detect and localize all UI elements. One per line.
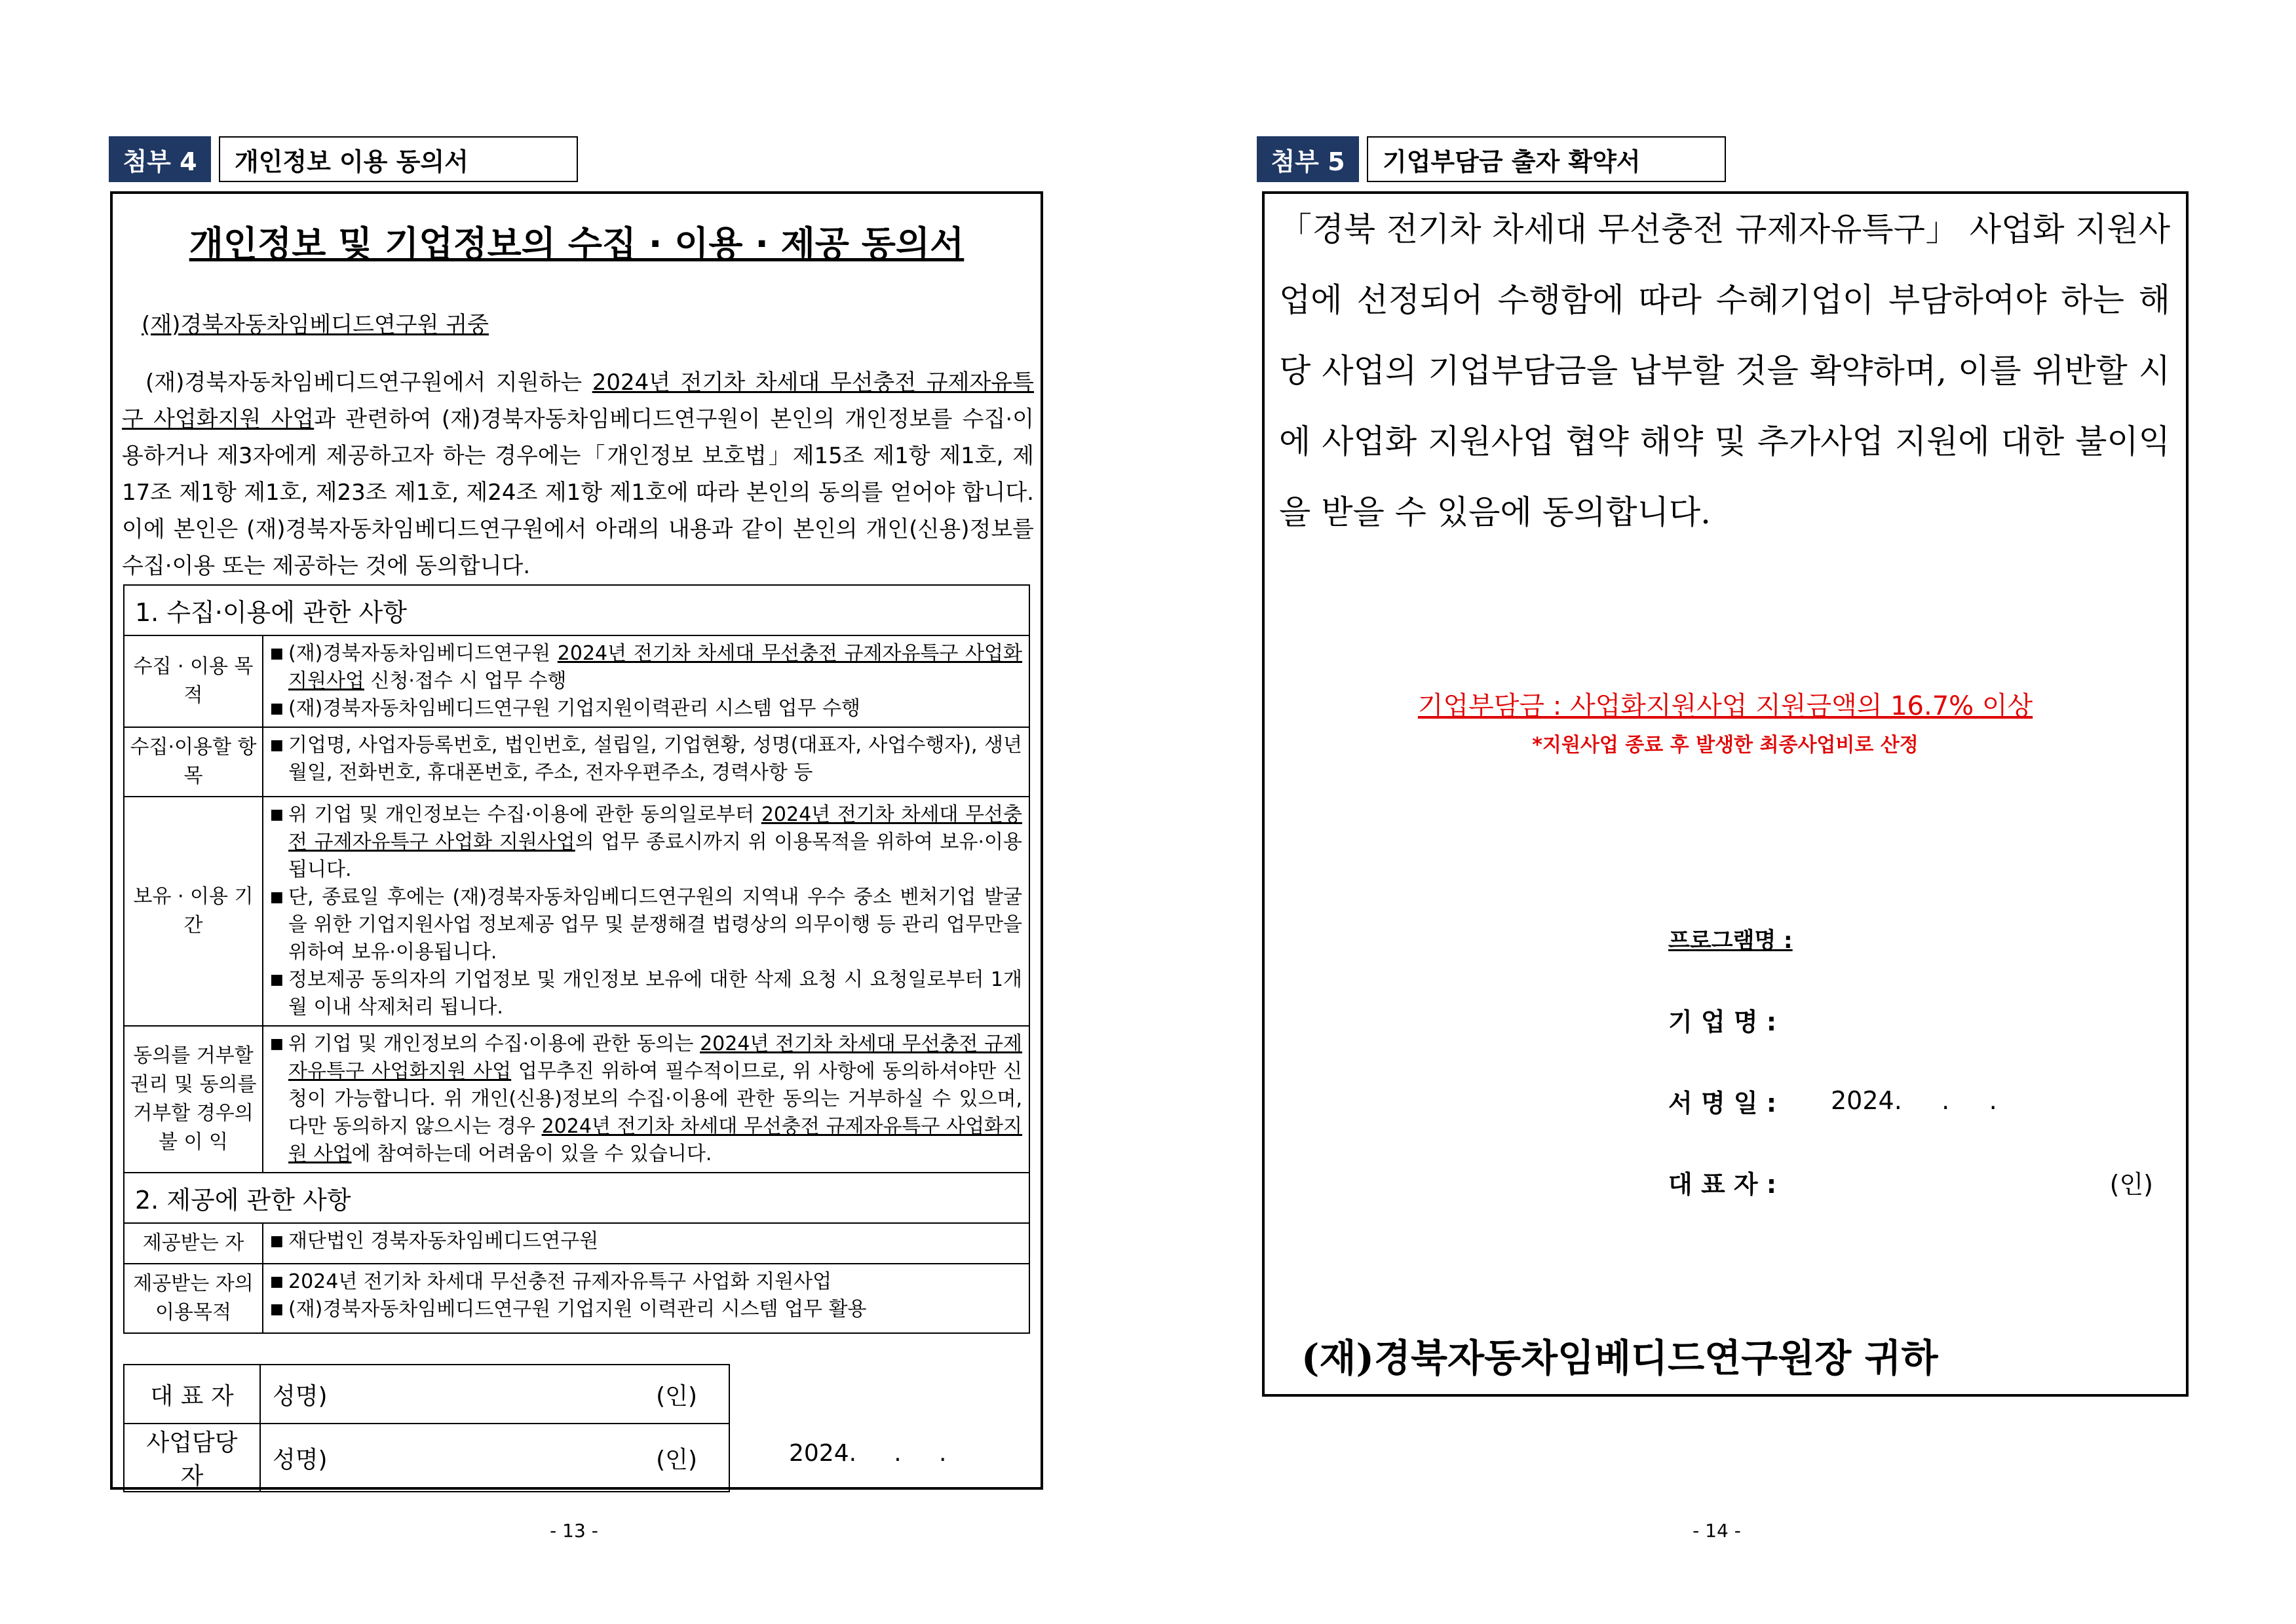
label-items: 수집·이용할 항목 (124, 727, 263, 797)
attachment-tag-5: 첨부 5 (1257, 136, 1359, 182)
row-refuse (124, 1026, 1029, 1173)
rep-signature-field[interactable] (260, 1365, 729, 1424)
label-recipient-purpose: 제공받는 자의 이용목적 (124, 1264, 263, 1333)
program-field[interactable] (1668, 918, 2153, 958)
label-period: 보유 · 이용 기간 (124, 797, 263, 1026)
consent-doc-title: 개인정보 및 기업정보의 수집 · 이용 · 제공 동의서 (189, 223, 965, 265)
bullet-item: ■ (재)경북자동차임베디드연구원 기업지원 이력관리 시스템 업무 활용 (270, 1298, 867, 1321)
attachment-tag-4: 첨부 4 (109, 136, 211, 182)
rep-field[interactable] (1668, 1162, 2153, 1201)
manager-label: 사업담당자 (124, 1424, 260, 1492)
row-purpose (124, 635, 1029, 727)
bullet-item: ■ 기업명, 사업자등록번호, 법인번호, 설립일, 기업현황, 성명(대표자, 사업수행자), 생년월일, 전화번호, 휴대폰번호, 주소, 전자우편주소, 경력사항 등 (270, 734, 1022, 784)
rep-label: 대 표 자 (124, 1365, 260, 1424)
section-title-pledge: 기업부담금 출자 확약서 (1367, 136, 1726, 182)
sign-date-value: 2024. . . (1831, 1086, 1997, 1115)
rep-seal: (인) (656, 1382, 697, 1410)
section-title-consent: 개인정보 이용 동의서 (219, 136, 578, 182)
consent-table (123, 584, 1030, 1334)
label-recipient: 제공받는 자 (124, 1223, 263, 1264)
pledge-rep-seal: (인) (2109, 1169, 2153, 1199)
label-purpose: 수집 · 이용 목적 (124, 635, 263, 727)
pledge-body-text: 「경북 전기차 차세대 무선충전 규제자유특구」 사업화 지원사업에 선정되어 수행함에 따라 수혜기업이 부담하여야 하는 해당 사업의 기업부담금을 납부할 것을 확약하며, 이를 위반할 시에 사업화 지원사업 협약 해약 및 추가사업 지원에 대한 불이익을 받을 수 있음에 동의합니다. (1279, 210, 2170, 531)
label-refuse: 동의를 거부할 권리 및 동의를 거부할 경우의 불 이 익 (124, 1026, 263, 1173)
manager-name-label: 성명) (273, 1446, 328, 1473)
sign-date-label: 서 명 일 : (1668, 1088, 1777, 1118)
bullet-item: ■ 위 기업 및 개인정보는 수집·이용에 관한 동의일로부터 2024년 전기차 차세대 무선충전 규제자유특구 사업화 지원사업의 업무 종료시까지 위 이용목적을 위하여 보유·이용 됩니다. (270, 803, 1022, 881)
section1-heading: 1. 수집·이용에 관한 사항 (124, 585, 1029, 635)
company-field[interactable] (1668, 1000, 2153, 1039)
program-label: 프로그램명 : (1668, 927, 1793, 954)
row-period (124, 797, 1029, 1026)
row-recipient-purpose (124, 1264, 1029, 1333)
company-label: 기 업 명 : (1668, 1007, 1777, 1036)
rep-name-label: 성명) (273, 1382, 328, 1410)
row-items (124, 727, 1029, 797)
bullet-item: ■ 정보제공 동의자의 기업정보 및 개인정보 보유에 대한 삭제 요청 시 요청일로부터 1개월 이내 삭제처리 됩니다. (270, 968, 1022, 1019)
consent-intro-paragraph: (재)경북자동차임베디드연구원에서 지원하는 2024년 전기차 차세대 무선충전 규제자유특구 사업화지원 사업과 관련하여 (재)경북자동차임베디드연구원이 본인의 개인정보를 수집·이용하거나 제3자에게 제공하고자 하는 경우에는「개인정보 보호법」제15조 제1항 제1호, 제17조 제1항 제1호, 제23조 제1호, 제24조 제1항 제1호에 따라 본인의 동의를 얻어야 합니다. 이에 본인은 (재)경북자동차임베디드연구원에서 아래의 내용과 같이 본인의 개인(신용)정보를 수집·이용 또는 제공하는 것에 동의합니다. (122, 369, 1034, 579)
manager-signature-field[interactable] (260, 1424, 729, 1492)
pledge-rep-label: 대 표 자 : (1668, 1169, 1777, 1199)
page-number-13: - 13 - (550, 1520, 598, 1541)
page-number-14: - 14 - (1693, 1520, 1741, 1541)
bullet-item: ■ 단, 종료일 후에는 (재)경북자동차임베디드연구원의 지역내 우수 중소 벤처기업 발굴을 위한 기업지원사업 정보제공 업무 및 분쟁해결 법령상의 의무이행 등 관리 업무만을 위하여 보유·이용됩니다. (270, 886, 1022, 964)
addressee: (재)경북자동차임베디드연구원 귀중 (142, 312, 489, 338)
sign-date-field[interactable] (1668, 1081, 2153, 1120)
pledge-fields (1668, 918, 2153, 1201)
section2-heading: 2. 제공에 관한 사항 (124, 1173, 1029, 1223)
burden-note: *지원사업 종료 후 발생한 최종사업비로 산정 (1532, 734, 1919, 757)
row-recipient (124, 1223, 1029, 1264)
bullet-item: ■ (재)경북자동차임베디드연구원 기업지원이력관리 시스템 업무 수행 (270, 697, 860, 720)
pledge-closing: (재)경북자동차임베디드연구원장 귀하 (1301, 1336, 1938, 1380)
bullet-item: ■ 2024년 전기차 차세대 무선충전 규제자유특구 사업화 지원사업 (270, 1270, 832, 1293)
consent-date: 2024. . . (789, 1440, 947, 1467)
signature-table (123, 1364, 730, 1492)
bullet-item: ■ (재)경북자동차임베디드연구원 2024년 전기차 차세대 무선충전 규제자유특구 사업화 지원사업 신청·접수 시 업무 수행 (270, 642, 1022, 692)
manager-seal: (인) (656, 1446, 697, 1473)
bullet-item: ■ 위 기업 및 개인정보의 수집·이용에 관한 동의는 2024년 전기차 차세대 무선충전 규제자유특구 사업화지원 사업 업무추진 위하여 필수적이므로, 위 사항에 동의하셔야만 신청이 가능합니다. 위 개인(신용)정보의 수집·이용에 관한 동의는 거부하실 수 있으며, 다만 동의하지 않으시는 경우 2024년 전기차 차세대 무선충전 규제자유특구 사업화지원 사업에 참여하는데 어려움이 있을 수 있습니다. (270, 1032, 1023, 1165)
burden-line: 기업부담금 : 사업화지원사업 지원금액의 16.7% 이상 (1417, 691, 2033, 721)
bullet-item: ■ 재단법인 경북자동차임베디드연구원 (270, 1230, 599, 1253)
